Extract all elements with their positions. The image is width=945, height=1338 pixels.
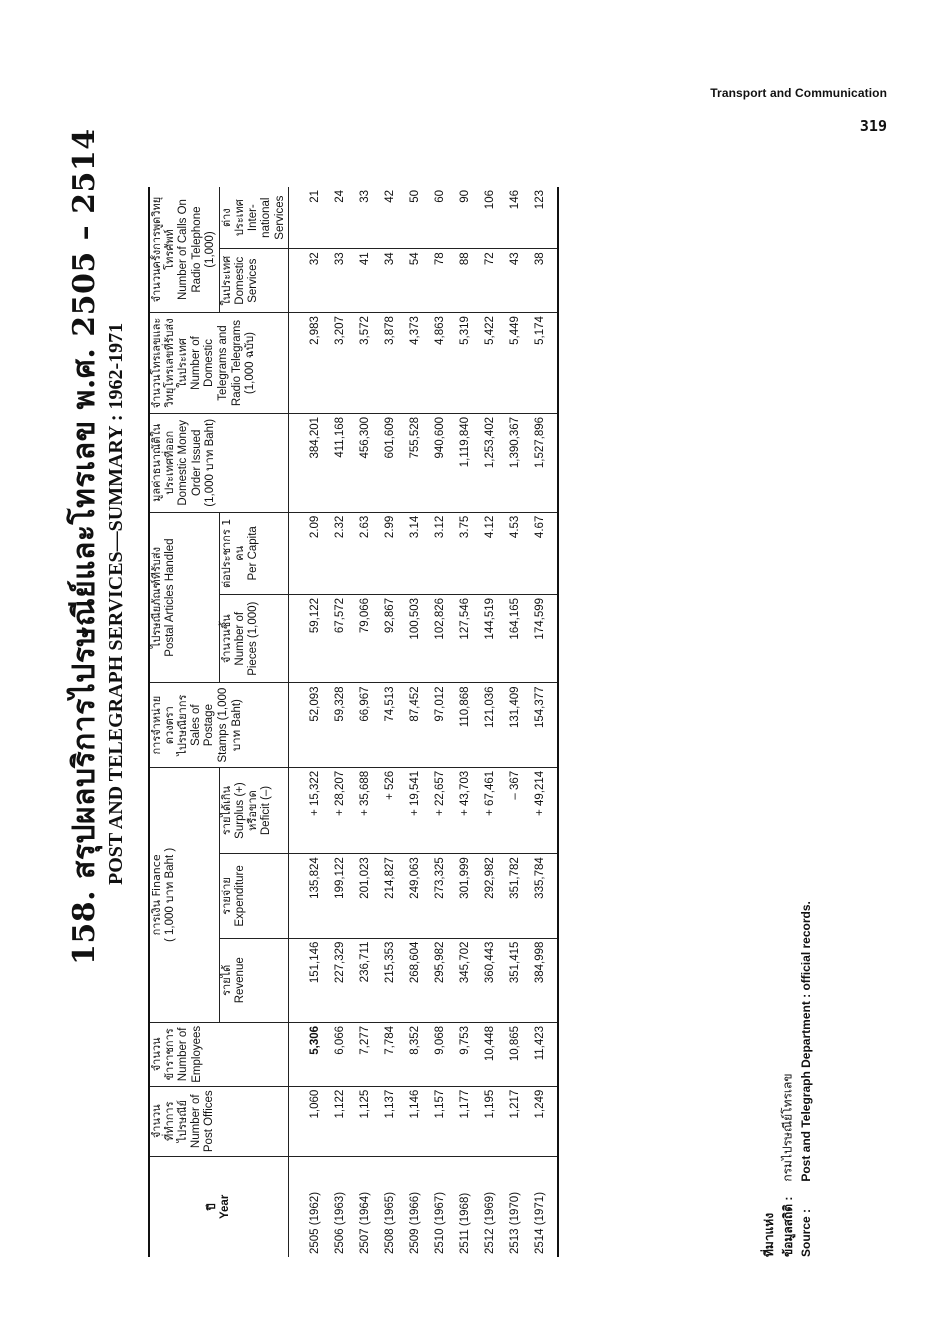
cell-money-orders: 1,253,402 — [477, 413, 502, 512]
cell-money-orders: 456,300 — [352, 413, 377, 512]
cell-pieces: 100,503 — [402, 594, 427, 682]
table-row — [402, 187, 427, 1257]
table-row — [327, 187, 352, 1257]
cell-surplus: + 22,657 — [427, 767, 452, 853]
cell-money-orders: 601,609 — [377, 413, 402, 512]
cell-expenditure: 249,063 — [402, 854, 427, 938]
cell-revenue: 360,443 — [477, 938, 502, 1022]
cell-expenditure: 292,982 — [477, 854, 502, 938]
cell-stamps: 59,328 — [327, 683, 352, 767]
cell-stamps: 74,513 — [377, 683, 402, 767]
cell-per-capita: 4.53 — [502, 512, 527, 594]
cell-stamps: 131,409 — [502, 683, 527, 767]
cell-revenue: 384,998 — [527, 938, 558, 1022]
page-header — [710, 86, 887, 135]
cell-revenue: 236,711 — [352, 938, 377, 1022]
cell-per-capita: 2.32 — [327, 512, 352, 594]
cell-year: 2513 (1970) — [502, 1156, 527, 1257]
cell-international: 90 — [458, 190, 471, 203]
section-title: Transport and Communication — [710, 86, 887, 100]
cell-telegrams: 3,878 — [377, 313, 402, 414]
cell-per-capita: 2.63 — [352, 512, 377, 594]
header-radio-calls: จำนวนครั้งการพูดวิทยุโทรศัพท์ Number of Calls On Radio Telephone (1,000) — [149, 187, 219, 313]
cell-revenue: 268,604 — [402, 938, 427, 1022]
cell-pieces: 92,867 — [377, 594, 402, 682]
cell-year: 2508 (1965) — [377, 1156, 402, 1257]
header-finance: การเงิน Finance ( 1,000 บาท Baht ) — [149, 767, 219, 1022]
source-english-label: Source : — [799, 1208, 814, 1257]
cell-per-capita: 3.75 — [452, 512, 477, 594]
cell-offices: 1,125 — [352, 1086, 377, 1156]
cell-employees: 7,277 — [352, 1022, 377, 1086]
cell-stamps: 110,868 — [452, 683, 477, 767]
cell-surplus: + 43,703 — [452, 767, 477, 853]
cell-year: 2511 (1968) — [452, 1156, 477, 1257]
cell-year: 2514 (1971) — [527, 1156, 558, 1257]
cell-stamps: 52,093 — [289, 683, 328, 767]
cell-international: 21 — [308, 190, 321, 203]
cell-surplus: + 19,541 — [402, 767, 427, 853]
cell-employees: 8,352 — [402, 1022, 427, 1086]
cell-offices: 1,146 — [402, 1086, 427, 1156]
cell-revenue: 345,702 — [452, 938, 477, 1022]
cell-expenditure: 199,122 — [327, 854, 352, 938]
cell-international: 50 — [408, 190, 421, 203]
cell-domestic: 43 — [502, 249, 527, 313]
header-expenditure: รายจ่าย Expenditure — [219, 854, 289, 938]
cell-money-orders: 1,527,896 — [527, 413, 558, 512]
cell-year: 2505 (1962) — [289, 1156, 328, 1257]
cell-stamps: 97,012 — [427, 683, 452, 767]
cell-pieces: 102,826 — [427, 594, 452, 682]
cell-year: 2507 (1964) — [352, 1156, 377, 1257]
cell-surplus: + 15,322 — [289, 767, 328, 853]
header-international-services: ต่างประเทศ Inter- national Services — [219, 187, 289, 249]
table-title-english: POST AND TELEGRAPH SERVICES—SUMMARY : 1962-1971 — [105, 322, 127, 885]
cell-pieces: 164,165 — [502, 594, 527, 682]
cell-surplus: + 49,214 — [527, 767, 558, 853]
header-money-orders: มูลค่าธนาณัติในประเทศที่ออก Domestic Money Order Issued (1,000 บาท Baht) — [149, 413, 289, 512]
cell-telegrams: 3,572 — [352, 313, 377, 414]
header-revenue: รายได้ Revenue — [219, 938, 289, 1022]
cell-telegrams: 3,207 — [327, 313, 352, 414]
cell-revenue: 151,146 — [289, 938, 328, 1022]
cell-telegrams: 4,863 — [427, 313, 452, 414]
header-post-offices: จำนวนที่ทำการไปรษณีย์ Number of Post Offices — [149, 1086, 289, 1156]
cell-money-orders: 1,390,367 — [502, 413, 527, 512]
cell-domestic: 88 — [452, 249, 477, 313]
cell-surplus: + 526 — [377, 767, 402, 853]
cell-year: 2506 (1963) — [327, 1156, 352, 1257]
cell-stamps: 87,452 — [402, 683, 427, 767]
cell-surplus: + 28,207 — [327, 767, 352, 853]
cell-offices: 1,195 — [477, 1086, 502, 1156]
cell-expenditure: 135,824 — [289, 854, 328, 938]
cell-international: 33 — [358, 190, 371, 203]
cell-money-orders: 411,168 — [327, 413, 352, 512]
cell-year: 2509 (1966) — [402, 1156, 427, 1257]
cell-telegrams: 5,422 — [477, 313, 502, 414]
cell-revenue: 215,353 — [377, 938, 402, 1022]
cell-money-orders: 384,201 — [289, 413, 328, 512]
cell-domestic: 38 — [527, 249, 558, 313]
cell-telegrams: 5,449 — [502, 313, 527, 414]
cell-employees: 5,306 — [289, 1022, 328, 1086]
cell-domestic: 34 — [377, 249, 402, 313]
cell-per-capita: 3.14 — [402, 512, 427, 594]
cell-offices: 1,217 — [502, 1086, 527, 1156]
cell-expenditure: 335,784 — [527, 854, 558, 938]
source-english — [797, 901, 816, 1257]
cell-domestic: 41 — [352, 249, 377, 313]
table-row — [427, 187, 452, 1257]
cell-expenditure: 273,325 — [427, 854, 452, 938]
cell-pieces: 67,572 — [327, 594, 352, 682]
cell-revenue: 295,982 — [427, 938, 452, 1022]
header-year: ปี Year — [149, 1156, 289, 1257]
cell-pieces: 79,066 — [352, 594, 377, 682]
header-per-capita: ต่อประชากร 1 คน Per Capita — [219, 512, 289, 594]
table-title-thai: 158. สรุปผลบริการไปรษณีย์และโทรเลข พ.ศ. 2505 – 2514 — [67, 128, 102, 965]
cell-offices: 1,122 — [327, 1086, 352, 1156]
cell-per-capita: 2.09 — [289, 512, 328, 594]
cell-employees: 11,423 — [527, 1022, 558, 1086]
cell-money-orders: 755,528 — [402, 413, 427, 512]
cell-domestic: 32 — [289, 249, 328, 313]
cell-surplus: + 35,688 — [352, 767, 377, 853]
header-employees: จำนวนข้าราชการ Number of Employees — [149, 1022, 289, 1086]
post-telegraph-table — [148, 187, 559, 1257]
table-row — [289, 187, 328, 1257]
cell-surplus: – 367 — [502, 767, 527, 853]
cell-offices: 1,249 — [527, 1086, 558, 1156]
cell-employees: 9,753 — [452, 1022, 477, 1086]
cell-offices: 1,177 — [452, 1086, 477, 1156]
table-row — [377, 187, 402, 1257]
header-domestic-services: ในประเทศ Domestic Services — [219, 249, 289, 313]
cell-domestic: 72 — [477, 249, 502, 313]
cell-pieces: 174,599 — [527, 594, 558, 682]
cell-offices: 1,137 — [377, 1086, 402, 1156]
cell-expenditure: 301,999 — [452, 854, 477, 938]
cell-year: 2512 (1969) — [477, 1156, 502, 1257]
cell-revenue: 227,329 — [327, 938, 352, 1022]
cell-international: 60 — [433, 190, 446, 203]
source-thai — [760, 901, 797, 1257]
cell-per-capita: 2.99 — [377, 512, 402, 594]
cell-employees: 10,448 — [477, 1022, 502, 1086]
source-thai-value: กรมไปรษณีย์โทรเลข — [780, 1073, 795, 1182]
cell-year: 2510 (1967) — [427, 1156, 452, 1257]
rotated-table-page — [55, 128, 900, 1295]
table-row — [352, 187, 377, 1257]
cell-domestic: 33 — [327, 249, 352, 313]
cell-stamps: 154,377 — [527, 683, 558, 767]
cell-stamps: 66,967 — [352, 683, 377, 767]
cell-pieces: 144,519 — [477, 594, 502, 682]
header-telegrams: จำนวนโทรเลขและวิทยุโทรเลขที่รับส่งในประเทศ Number of Domestic Telegrams and Radio Telegrams (1,000 ฉบับ) — [149, 313, 289, 414]
cell-money-orders: 940,600 — [427, 413, 452, 512]
header-pieces: จำนวนชิ้น Number of Pieces (1,000) — [219, 594, 289, 682]
table-body — [289, 187, 559, 1257]
cell-employees: 6,066 — [327, 1022, 352, 1086]
table-row — [477, 187, 502, 1257]
cell-telegrams: 2,983 — [289, 313, 328, 414]
cell-international: 123 — [527, 187, 558, 249]
header-surplus-deficit: รายได้เกิน Surplus (+) หรือขาด Deficit (–) — [219, 767, 289, 853]
cell-pieces: 59,122 — [289, 594, 328, 682]
table-row — [452, 187, 477, 1257]
cell-international: 146 — [508, 190, 521, 210]
cell-pieces: 127,546 — [452, 594, 477, 682]
cell-international: 24 — [333, 190, 346, 203]
source-english-value: Post and Telegraph Department : official records. — [799, 901, 814, 1182]
cell-per-capita: 3.12 — [427, 512, 452, 594]
source-note — [760, 901, 816, 1257]
cell-telegrams: 5,319 — [452, 313, 477, 414]
cell-employees: 7,784 — [377, 1022, 402, 1086]
cell-telegrams: 5,174 — [527, 313, 558, 414]
header-postal-articles: ไปรษณียภัณฑ์ที่รับส่ง Postal Articles Handled — [149, 512, 219, 683]
page-number: 319 — [859, 117, 887, 135]
cell-employees: 9,068 — [427, 1022, 452, 1086]
cell-telegrams: 4,373 — [402, 313, 427, 414]
cell-money-orders: 1,119,840 — [452, 413, 477, 512]
cell-offices: 1,157 — [427, 1086, 452, 1156]
cell-surplus: + 67,461 — [477, 767, 502, 853]
cell-international: 42 — [383, 190, 396, 203]
cell-expenditure: 351,782 — [502, 854, 527, 938]
cell-international: 106 — [483, 190, 496, 210]
cell-expenditure: 214,827 — [377, 854, 402, 938]
cell-domestic: 54 — [402, 249, 427, 313]
cell-stamps: 121,036 — [477, 683, 502, 767]
cell-revenue: 351,415 — [502, 938, 527, 1022]
cell-employees: 10,865 — [502, 1022, 527, 1086]
cell-per-capita: 4.12 — [477, 512, 502, 594]
header-stamp-sales: การจำหน่ายดวงตราไปรษณียากร Sales of Postage Stamps (1,000 บาท Baht) — [149, 683, 289, 767]
cell-domestic: 78 — [427, 249, 452, 313]
cell-expenditure: 201,023 — [352, 854, 377, 938]
source-thai-label: ที่มาแห่งข้อมูลสถิติ : — [762, 1196, 795, 1257]
cell-offices: 1,060 — [289, 1086, 328, 1156]
cell-per-capita: 4.67 — [527, 512, 558, 594]
table-row — [502, 187, 527, 1257]
table-row — [527, 187, 558, 1257]
